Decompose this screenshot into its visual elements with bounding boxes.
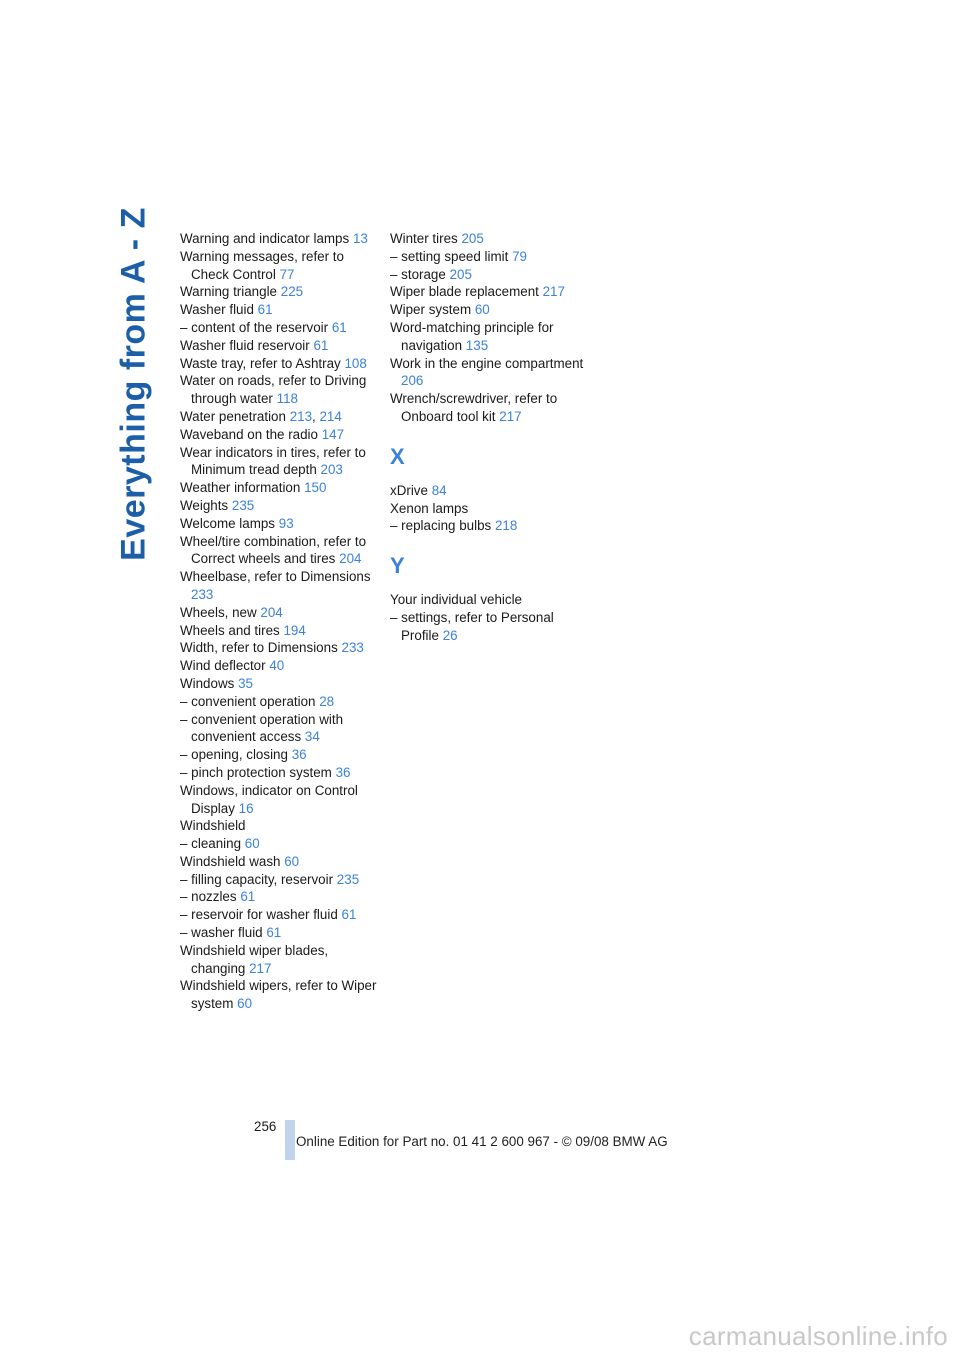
- page-reference-link[interactable]: 205: [461, 231, 484, 246]
- page-reference-link[interactable]: 218: [494, 518, 518, 534]
- page-reference-link[interactable]: 79: [512, 248, 527, 264]
- index-entry-term: – cleaning: [180, 836, 242, 852]
- index-entry-term: Wheels and tires: [180, 622, 280, 638]
- page-reference-link[interactable]: 235: [231, 497, 255, 513]
- index-entry-term: – opening, closing: [180, 747, 288, 763]
- edition-footer: Online Edition for Part no. 01 41 2 600 967 - © 09/08 BMW AG: [296, 1134, 668, 1149]
- index-entry: [180, 230, 380, 248]
- index-entry-term: Warning messages, refer to Check Control: [180, 248, 344, 282]
- index-entry: [180, 533, 380, 569]
- index-entry-term: – setting speed limit: [390, 248, 509, 264]
- index-entry-term: Welcome lamps: [180, 515, 276, 531]
- index-entry-term: Your individual vehicle: [390, 592, 523, 608]
- page-reference-link[interactable]: 28: [319, 693, 335, 709]
- section-letter-x: X: [390, 443, 405, 469]
- index-entry: [180, 355, 380, 373]
- y-entries: [390, 591, 590, 644]
- index-entry: [390, 517, 590, 535]
- index-entry: [390, 609, 590, 645]
- page-reference-link[interactable]: 217: [542, 284, 565, 300]
- index-entry-term: Wheel/tire combination, refer to Correct wheels and tires: [180, 533, 367, 567]
- page-reference-link[interactable]: 84: [431, 482, 447, 498]
- index-entry: [180, 675, 380, 693]
- index-entry: [180, 426, 380, 444]
- page-reference-link[interactable]: 13: [352, 231, 368, 246]
- page-reference-link[interactable]: 204: [339, 551, 362, 567]
- side-section-title: [104, 207, 164, 561]
- page-reference-link[interactable]: 108: [344, 355, 367, 371]
- index-entry-term: Windshield wipers, refer to Wiper system: [180, 978, 377, 1012]
- index-entry-term: Winter tires: [390, 231, 458, 246]
- index-entry: Water penetration 213, 214: [180, 408, 342, 424]
- index-entry: [180, 568, 380, 604]
- index-entry-term: Washer fluid reservoir: [180, 337, 310, 353]
- index-entry-term: Windshield wiper blades, changing: [180, 942, 329, 976]
- index-entry: [390, 248, 590, 266]
- index-entry-term: Xenon lamps: [390, 500, 469, 516]
- index-entry-term: – content of the reservoir: [180, 319, 329, 335]
- index-entry: [390, 230, 590, 248]
- page-reference-link[interactable]: 214: [319, 408, 342, 424]
- index-entry-term: Wheels, new: [180, 604, 257, 620]
- index-entry: [390, 390, 590, 426]
- page-reference-link[interactable]: 150: [304, 480, 327, 496]
- page-reference-link[interactable]: 61: [240, 889, 256, 905]
- page-reference-link[interactable]: 206: [401, 373, 424, 389]
- index-entry-term: – storage: [390, 266, 446, 282]
- index-entry-term: – nozzles: [180, 889, 237, 905]
- index-entry: [390, 591, 590, 609]
- index-entry: [390, 355, 590, 391]
- index-entry: [390, 482, 590, 500]
- index-entry-term: – convenient operation with convenient access: [180, 711, 344, 745]
- index-entry: [180, 835, 380, 853]
- watermark-logo: carmanualsonline.info: [688, 1321, 948, 1351]
- section-letter-y: Y: [390, 553, 405, 579]
- index-column-left: [180, 230, 380, 1013]
- page-reference-link[interactable]: 147: [321, 426, 345, 442]
- index-entry: [180, 924, 380, 942]
- index-entry: [180, 301, 380, 319]
- index-entry: [390, 500, 590, 518]
- page-reference-link[interactable]: 93: [278, 515, 294, 531]
- index-entry-term: – reservoir for washer fluid: [180, 907, 338, 923]
- index-entry: [180, 871, 380, 889]
- index-entry-term: Waveband on the radio: [180, 426, 318, 442]
- index-entry: [180, 622, 380, 640]
- index-entry: [180, 479, 380, 497]
- page-reference-link[interactable]: 217: [499, 408, 522, 424]
- page-reference-link[interactable]: 61: [257, 302, 273, 318]
- index-entry: [390, 283, 590, 301]
- index-entry-term: Windows: [180, 675, 235, 691]
- index-entry-term: – convenient operation: [180, 693, 316, 709]
- index-entry: [180, 853, 380, 871]
- page-reference-link[interactable]: 36: [335, 764, 351, 780]
- page-reference-link[interactable]: 217: [249, 960, 272, 976]
- index-entry-term: Washer fluid: [180, 302, 254, 318]
- index-entry: [180, 764, 380, 782]
- index-column-right: [390, 230, 590, 645]
- index-entry-term: – washer fluid: [180, 925, 263, 941]
- index-entry-term: Windshield: [180, 818, 246, 834]
- page-reference-link[interactable]: 60: [284, 853, 300, 869]
- page-reference-link[interactable]: 233: [341, 640, 364, 656]
- index-entry: [180, 337, 380, 355]
- index-entry-term: Windshield wash: [180, 853, 281, 869]
- index-entry-term: Weather information: [180, 480, 301, 496]
- index-entry-term: Warning and indicator lamps: [180, 231, 350, 246]
- index-entry: [180, 283, 380, 301]
- index-entry: [390, 319, 590, 355]
- index-entry-term: Work in the engine compartment: [390, 355, 584, 371]
- index-entry: [180, 515, 380, 533]
- index-entry: [390, 301, 590, 319]
- index-entry-term: – pinch protection system: [180, 764, 332, 780]
- index-entry-term: Width, refer to Dimensions: [180, 640, 338, 656]
- page-reference-link[interactable]: 60: [244, 836, 260, 852]
- page-reference-link[interactable]: 194: [283, 622, 306, 638]
- index-entry: [180, 657, 380, 675]
- index-entry: [180, 977, 380, 1013]
- index-entry: [180, 817, 380, 835]
- index-entry: [180, 782, 380, 818]
- page-reference-link[interactable]: 26: [442, 627, 458, 643]
- page-reference-link[interactable]: 225: [280, 284, 304, 300]
- index-entry: [180, 888, 380, 906]
- index-entry-term: Windows, indicator on Control Display: [180, 782, 358, 816]
- index-entry: [180, 319, 380, 337]
- index-entry-term: Wear indicators in tires, refer to Minimum tread depth: [180, 444, 366, 478]
- page-reference-link[interactable]: 16: [238, 800, 254, 816]
- page-reference-link[interactable]: 61: [266, 925, 282, 941]
- index-entry-term: – replacing bulbs: [390, 518, 492, 534]
- index-entry: [180, 248, 380, 284]
- page-reference-link[interactable]: 40: [269, 658, 285, 674]
- index-entry: [180, 693, 380, 711]
- index-entry: [180, 604, 380, 622]
- right-entries: [390, 230, 590, 426]
- left-entries: [180, 230, 380, 1013]
- index-entry-term: Wrench/screwdriver, refer to Onboard tool kit: [390, 391, 558, 424]
- side-title-text: Everything from A - Z: [114, 207, 153, 561]
- page-reference-link[interactable]: 233: [191, 586, 214, 602]
- index-entry: [390, 266, 590, 284]
- index-entry-term: – settings, refer to Personal Profile: [390, 609, 554, 643]
- page-reference-link[interactable]: 34: [304, 729, 320, 745]
- index-entry-term: Weights: [180, 497, 229, 513]
- page-reference-link[interactable]: 36: [291, 747, 307, 763]
- page-reference-link[interactable]: 61: [331, 319, 347, 335]
- page-reference-link[interactable]: 118: [276, 391, 298, 407]
- index-entry-term: Wiper system: [390, 302, 472, 318]
- page-number: 256: [254, 1119, 277, 1134]
- x-entries: [390, 482, 590, 535]
- index-entry-term: Warning triangle: [180, 284, 278, 300]
- index-entry: [180, 444, 380, 480]
- index-entry: [180, 639, 380, 657]
- index-entry-term: Wind deflector: [180, 658, 266, 674]
- index-entry: [180, 746, 380, 764]
- index-entry-term: Wiper blade replacement: [390, 284, 539, 300]
- page-reference-link[interactable]: 204: [260, 604, 283, 620]
- footer-accent-bar: [285, 1120, 295, 1160]
- index-entry: [180, 372, 380, 408]
- index-entry-term: Water penetration: [180, 408, 286, 424]
- index-entry-term: Wheelbase, refer to Dimensions: [180, 569, 371, 585]
- index-entry-term: Word-matching principle for navigation: [390, 319, 554, 353]
- index-entry-term: Waste tray, refer to Ashtray: [180, 355, 341, 371]
- page-reference-link[interactable]: 213: [289, 408, 313, 424]
- index-entry: [180, 942, 380, 978]
- page-reference-link[interactable]: 61: [313, 337, 329, 353]
- index-entry: [180, 906, 380, 924]
- page-reference-link[interactable]: 203: [320, 462, 343, 478]
- page-reference-link[interactable]: 60: [237, 996, 253, 1012]
- page-reference-link[interactable]: 61: [341, 907, 357, 923]
- index-entry-term: – filling capacity, reservoir: [180, 871, 334, 887]
- page-reference-link[interactable]: 77: [279, 266, 295, 282]
- page-reference-link[interactable]: 235: [336, 871, 360, 887]
- index-entry: [180, 497, 380, 515]
- index-entry: [180, 711, 380, 747]
- index-entry-term: Water on roads, refer to Driving through water: [180, 373, 367, 407]
- page-reference-link[interactable]: 60: [474, 302, 490, 318]
- page-reference-link[interactable]: 135: [465, 337, 489, 353]
- page-reference-link[interactable]: 35: [238, 675, 253, 691]
- index-entry-term: xDrive: [390, 482, 428, 498]
- page-reference-link[interactable]: 205: [449, 266, 472, 282]
